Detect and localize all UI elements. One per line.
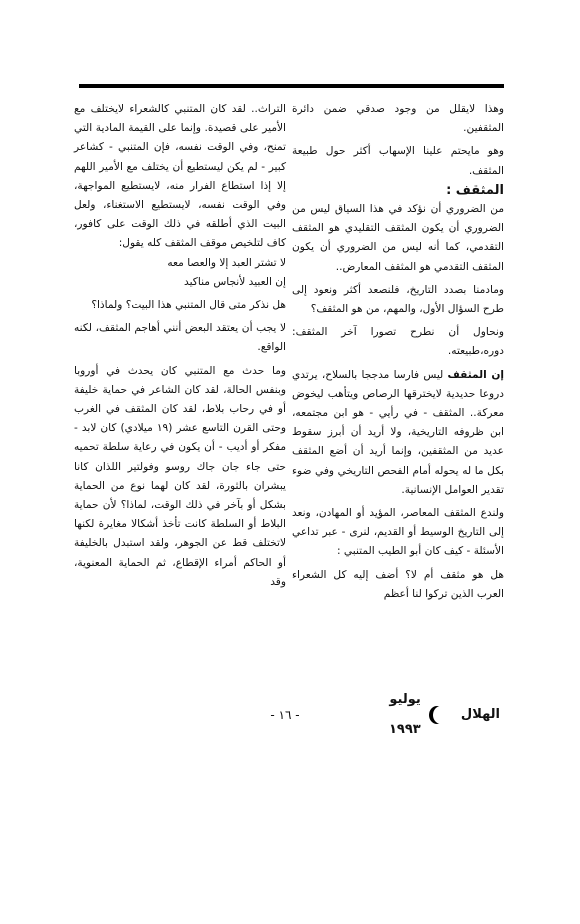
paragraph: هل نذكر متى قال المتنبي هذا البيت؟ ولماذا؟ bbox=[91, 299, 286, 312]
magazine-masthead bbox=[360, 692, 500, 737]
paragraph: لا يجب أن يعتقد البعض أنني أهاجم المثقف، لكنه الواقع. bbox=[74, 322, 286, 354]
paragraph bbox=[292, 366, 504, 500]
left-column bbox=[74, 100, 286, 592]
paragraph: هل هو مثقف أم لا؟ أضف إليه كل الشعراء العرب الذين تركوا لنا أعظم bbox=[292, 568, 504, 600]
page-number: - ١٦ - bbox=[270, 708, 300, 722]
verse-line: إن العبيد لأنجاس مناكيد bbox=[184, 275, 286, 288]
paragraph: التراث.. لقد كان المتنبي كالشعراء لايختلف مع الأمير على قصيدة. وإنما على القيمة المادية التي تمنح، وفي الوقت نفسه، فإن المتنبي - كشاعر كبير - لم يكن ليستطيع أن يختلف مع الأمير اللهم إلا إذا استطاع الفرار منه، لايستطيع المواجهة، وفي الوقت نفسه، لايستطيع الاستغناء، ولعل البيت الذي أطلقه في ذلك الوقت على كافور، كاف لتلخيص موقف المثقف كله يقول: bbox=[74, 103, 286, 250]
page-footer bbox=[0, 692, 580, 737]
crescent-icon bbox=[433, 706, 449, 724]
paragraph: ونحاول أن نطرح تصورا آخر المثقف: دوره،طبيعته. bbox=[292, 326, 504, 358]
paragraph: وما حدث مع المتنبي كان يحدث في أوروبا وبنفس الحالة، لقد كان الشاعر في حماية خليفة أو في رحاب بلاط، لقد كان المثقف في الغرب وحتى القرن التاسع عشر (١٩ ميلادي) كان لابد - مفكر أو أديب - أن يكون في رعاية سلطة تحميه حتى جاء جان جاك روسو وفولتير اللذان كانا يبشران بالثورة، لقد كان لهما نوع من الحماية بشكل أو بآخر في ذلك الوقت، لماذا؟ لأن حماية البلاط أو السلطة كانت تأخذ أشكالا مغايرة لكنها لاتختلف قط عن الجوهر، ولقد استبدل بالخليفة أو الحاكم أمراء الإقطاع، ثم الحماية المعنوية، وقد bbox=[74, 364, 286, 588]
header-rule bbox=[79, 84, 504, 88]
verse-line: لا تشتر العبد إلا والعصا معه bbox=[167, 256, 286, 269]
paragraph-lead: إن المثقف bbox=[447, 368, 504, 381]
paragraph: ولندع المثقف المعاصر، المؤيد أو المهادن، ونعد إلى التاريخ الوسيط أو القديم، لنرى - عبر تداعي الأسئلة - كيف كان أبو الطيب المتنبي : bbox=[292, 507, 504, 558]
paragraph-body: ليس فارسا مدججا بالسلاح، يرتدي دروعا حديدية لايخترقها الرصاص ويتأهب ليخوض معركة.. المثقف - في رأيي - هو ابن مجتمعه، ابن ظروفه التاريخية، ولا أريد أن أبرز سقوط عديد من المثقفين، وإنما أريد أن أضع المثقف بكل ما له يحوله أمام الفحص التاريخي وفي ضوء تقدير العوامل الإنسانية. bbox=[292, 368, 504, 496]
paragraph: ومادمنا بصدد التاريخ، فلنصعد أكثر ونعود إلى طرح السؤال الأول، والمهم، من هو المثقف؟ bbox=[292, 283, 504, 316]
paragraph: من الضروري أن نؤكد في هذا السياق ليس من الضروري أن يكون المثقف التقليدي هو المثقف التقدمي، كما أنه ليس من الضروري أن يكون المثقف التقدمي هو المثقف المعارض.. bbox=[292, 203, 504, 273]
right-column bbox=[292, 100, 504, 604]
paragraph: وهذا لايقلل من وجود صدقي ضمن دائرة المثقفين. bbox=[292, 103, 504, 135]
magazine-name: الهلال bbox=[460, 707, 500, 722]
issue-date: يوليو ١٩٩٣ bbox=[389, 692, 421, 737]
section-heading: المثقف : bbox=[446, 182, 504, 198]
paragraph: وهو مايحتم علينا الإسهاب أكثر حول طبيعة المثقف. bbox=[292, 145, 504, 177]
